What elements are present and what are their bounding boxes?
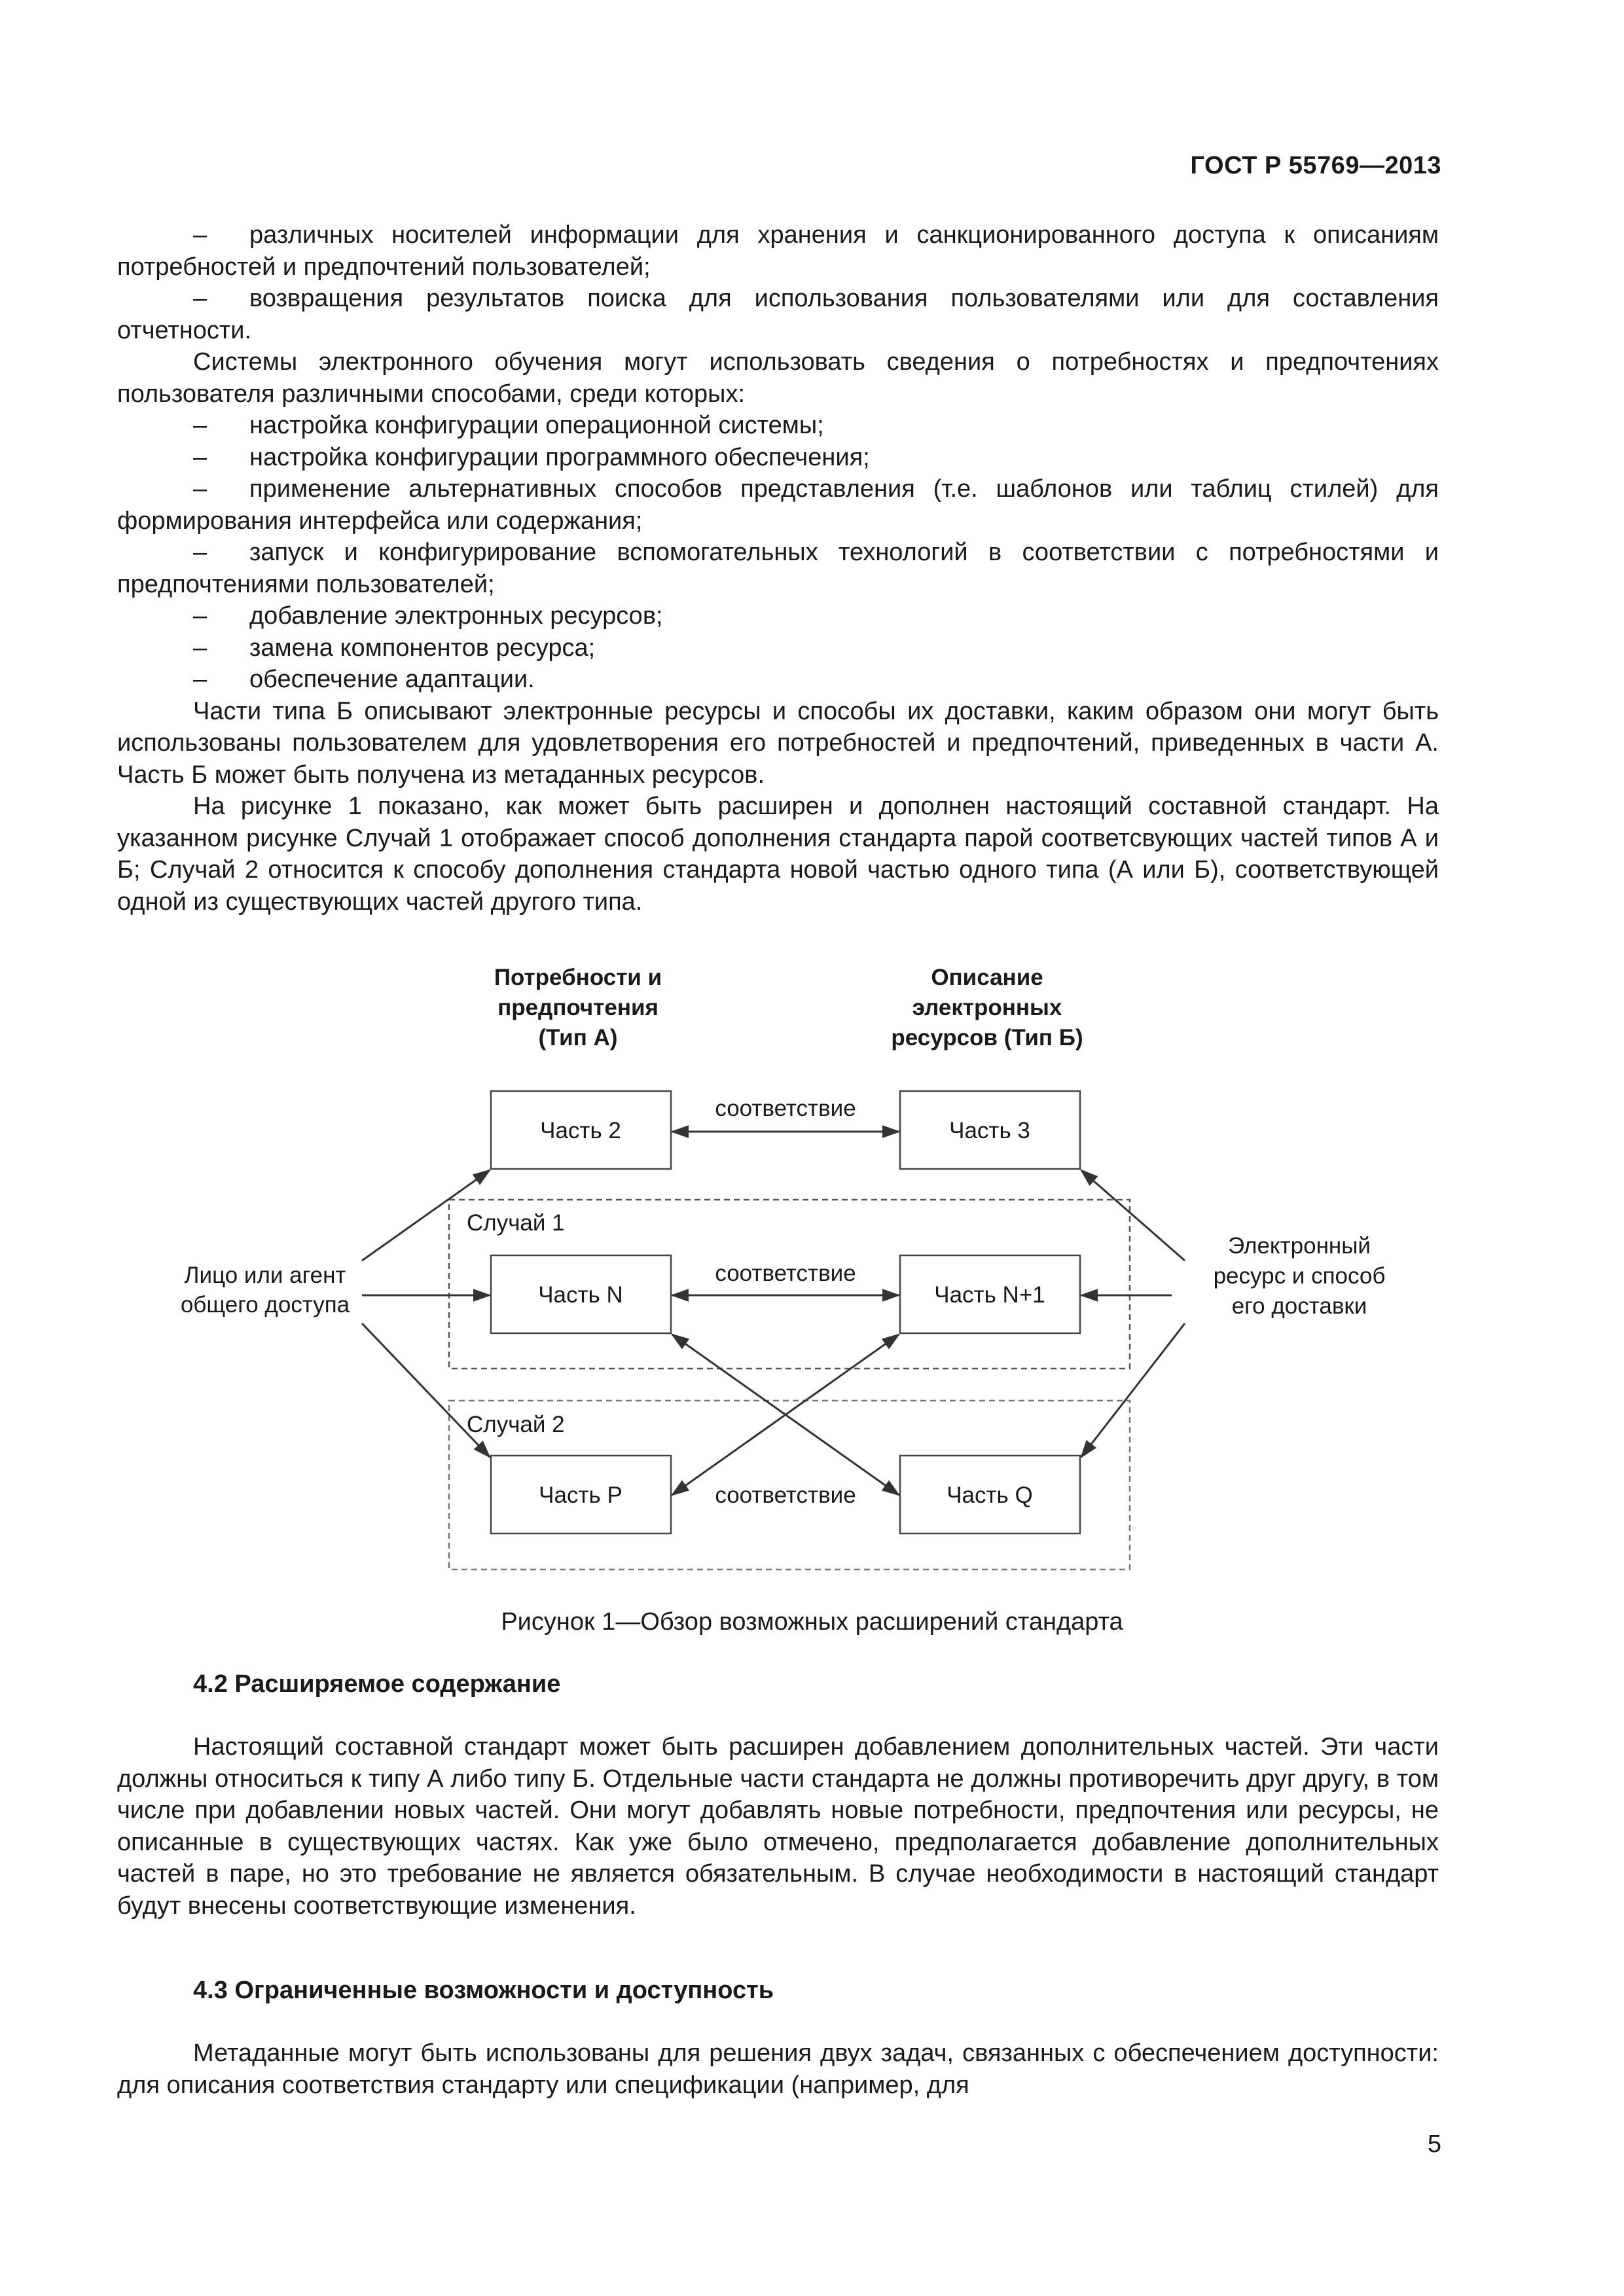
col-b-title-line-3: ресурсов (Тип Б): [891, 1025, 1083, 1050]
list-item: – обеспечение адаптации.: [117, 664, 1439, 696]
list-item: – настройка конфигурации программного обеспечения;: [117, 442, 1439, 474]
section-4-2-body: [117, 1731, 1439, 1922]
part-2-box: [491, 1091, 671, 1169]
figure-caption: Рисунок 1—Обзор возможных расширений стандарта: [501, 1608, 1123, 1636]
section-4-3-body: [117, 2037, 1439, 2101]
list-item: – добавление электронных ресурсов;: [117, 600, 1439, 632]
document-id-header: ГОСТ Р 55769—2013: [1190, 152, 1441, 179]
right-resource-label-line-2: ресурс и способ: [1213, 1263, 1386, 1289]
list-item: – запуск и конфигурирование вспомогательных технологий в соответствии с потребностями и предпочтениями пользователей;: [117, 537, 1439, 600]
list-item: – замена компонентов ресурса;: [117, 632, 1439, 664]
list-dash: –: [193, 634, 208, 662]
col-b-title-line-2: электронных: [912, 995, 1062, 1020]
col-a-title-line-1: Потребности и: [494, 965, 662, 990]
part-q-box: [900, 1456, 1080, 1534]
list-item: – настройка конфигурации операционной системы;: [117, 410, 1439, 442]
page-number: 5: [1427, 2130, 1441, 2158]
right-resource-label-line-1: Электронный: [1228, 1233, 1371, 1259]
list-dash: –: [193, 666, 208, 693]
left-actor-label-line-2: общего доступа: [180, 1292, 350, 1318]
section-4-2-title: 4.2 Расширяемое содержание: [193, 1670, 561, 1698]
list-dash: –: [193, 475, 208, 503]
part-n1-box: [900, 1255, 1080, 1333]
left-actor-label-line-1: Лицо или агент: [184, 1263, 346, 1288]
paragraph: Настоящий составной стандарт может быть расширен добавлением дополнительных частей. Эти части должны относиться к типу А либо типу Б. Отдельные части стандарта не должны противоречить друг другу, в том числе при добавлении новых частей. Они могут добавлять новые потребности, предпочтения или ресурсы, не описанные в существующих частях. Как уже было отмечено, предполагается добавление дополнительных частей в паре, но это требование не является обязательным. В случае необходимости в настоящий стандарт будут внесены соответствующие изменения.: [117, 1733, 1439, 1920]
list-dash: –: [193, 221, 208, 249]
list-dash: –: [193, 443, 208, 471]
arrow-resource-partQ: [1081, 1323, 1185, 1457]
arrow-actor-partP: [362, 1323, 490, 1457]
list-dash: –: [193, 412, 208, 439]
case-1-label: Случай 1: [467, 1210, 565, 1236]
part-p-label: Часть P: [539, 1482, 623, 1508]
list-dash: –: [193, 539, 208, 566]
part-3-label: Часть 3: [949, 1118, 1030, 1143]
part-p-box: [491, 1456, 671, 1534]
part-n1-label: Часть N+1: [934, 1282, 1045, 1308]
col-b-title-line-1: Описание: [931, 965, 1043, 990]
case-2-label: Случай 2: [467, 1412, 565, 1437]
section-4-3-title: 4.3 Ограниченные возможности и доступность: [193, 1977, 774, 2004]
part-q-label: Часть Q: [947, 1482, 1033, 1508]
correspondence-label-top: соответствие: [715, 1096, 856, 1121]
part-3-box: [900, 1091, 1080, 1169]
right-resource-label-line-3: его доставки: [1231, 1293, 1367, 1319]
list-item: – применение альтернативных способов представления (т.е. шаблонов или таблиц стилей) для формирования интерфейса или содержания;: [117, 473, 1439, 537]
paragraph: Части типа Б описывают электронные ресурсы и способы их доставки, каким образом они могут быть использованы пользователем для удовлетворения его потребностей и предпочтений, приведенных в части А. Часть Б может быть получена из метаданных ресурсов.: [117, 697, 1439, 789]
list-item: – различных носителей информации для хранения и санкционированного доступа к описаниям потребностей и предпочтений пользователей;: [117, 219, 1439, 283]
list-dash: –: [193, 285, 208, 312]
paragraph: Метаданные могут быть использованы для решения двух задач, связанных с обеспечением доступности: для описания соответствия стандарту или спецификации (например, для: [117, 2039, 1439, 2099]
part-n-box: [491, 1255, 671, 1333]
paragraph: На рисунке 1 показано, как может быть расширен и дополнен настоящий составной стандарт. На указанном рисунке Случай 1 отображает способ дополнения стандарта парой соответсвующих частей типов А и Б; Случай 2 относится к способу дополнения стандарта новой частью одного типа (А или Б), соответствующей одной из существующих частей другого типа.: [117, 793, 1439, 916]
col-a-title-line-3: (Тип А): [538, 1025, 618, 1050]
list-dash: –: [193, 602, 208, 630]
paragraph: Системы электронного обучения могут использовать сведения о потребностях и предпочтениях пользователя различными способами, среди которых:: [117, 348, 1439, 408]
part-n-label: Часть N: [538, 1282, 623, 1308]
col-a-title-line-2: предпочтения: [497, 995, 659, 1020]
correspondence-label-bottom: соответствие: [715, 1482, 856, 1508]
part-2-label: Часть 2: [540, 1118, 621, 1143]
correspondence-label-middle: соответствие: [715, 1261, 856, 1286]
arrow-resource-part3: [1081, 1170, 1185, 1261]
list-item: – возвращения результатов поиска для использования пользователями или для составления отчетности.: [117, 283, 1439, 346]
